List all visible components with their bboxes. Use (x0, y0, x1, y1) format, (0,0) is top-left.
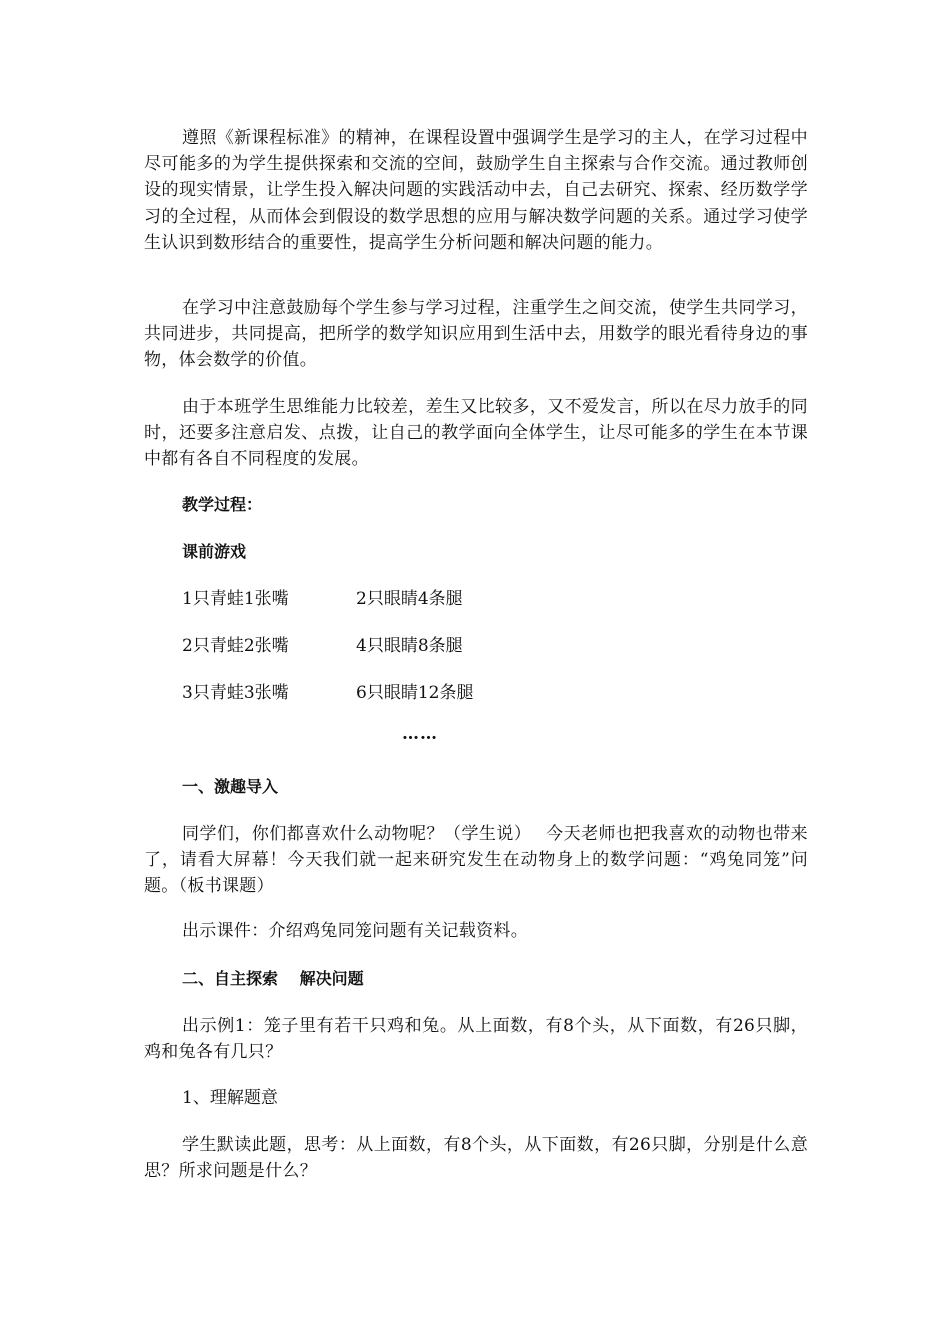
game-row (182, 633, 289, 659)
game-row-right: 6只眼睛12条腿 (356, 683, 474, 703)
game-row-right: 2只眼睛4条腿 (356, 589, 463, 609)
intro-paragraph-2: 在学习中注意鼓励每个学生参与学习过程，注重学生之间交流，使学生共同学习，共同进步，共同提高，把所学的数学知识应用到生活中去，用数学的眼光看待身边的事物，体会数学的价值。 (144, 298, 808, 371)
section1-title: 一、激趣导入 (182, 777, 279, 796)
game-row-left: 3只青蛙3张嘴 (182, 683, 289, 703)
section2-title: 二、自主探索 解决问题 (182, 969, 364, 988)
section1-paragraph-2: 出示课件：介绍鸡兔同笼问题有关记载资料。 (182, 921, 528, 941)
game-row (182, 586, 289, 612)
game-row-left: 1只青蛙1张嘴 (182, 589, 289, 609)
section2-paragraph-1: 出示例1：笼子里有若干只鸡和兔。从上面数，有8个头，从下面数，有26只脚，鸡和兔各有几只？ (144, 1016, 808, 1063)
heading-pre-class-game: 课前游戏 (182, 542, 247, 561)
intro-paragraph-1: 遵照《新课程标准》的精神，在课程设置中强调学生是学习的主人，在学习过程中尽可能多的为学生提供探索和交流的空间，鼓励学生自主探索与合作交流。通过教师创设的现实情景，让学生投入解决问题的实践活动中去，自己去研究、探索、经历数学学习的全过程，从而体会到假设的数学思想的应用与解决数学问题的关系。通过学习使学生认识到数形结合的重要性，提高学生分析问题和解决问题的能力。 (144, 128, 808, 253)
step1-title: 1、理解题意 (182, 1088, 278, 1108)
game-row-left: 2只青蛙2张嘴 (182, 636, 289, 656)
ellipsis: …… (402, 724, 438, 744)
game-row-right: 4只眼睛8条腿 (356, 636, 463, 656)
intro-paragraph-3: 由于本班学生思维能力比较差，差生又比较多，又不爱发言，所以在尽力放手的同时，还要多注意启发、点拨，让自己的教学面向全体学生，让尽可能多的学生在本节课中都有各自不同程度的发展。 (144, 397, 808, 470)
step1-paragraph: 学生默读此题，思考：从上面数，有8个头，从下面数，有26只脚，分别是什么意思？所求问题是什么？ (144, 1135, 808, 1182)
game-row (182, 680, 289, 706)
section1-paragraph-1: 同学们，你们都喜欢什么动物呢？（学生说） 今天老师也把我喜欢的动物也带来了，请看大屏幕！今天我们就一起来研究发生在动物身上的数学问题：“鸡兔同笼”问题。（板书课题） (144, 824, 808, 897)
heading-teaching-process: 教学过程： (182, 495, 263, 514)
